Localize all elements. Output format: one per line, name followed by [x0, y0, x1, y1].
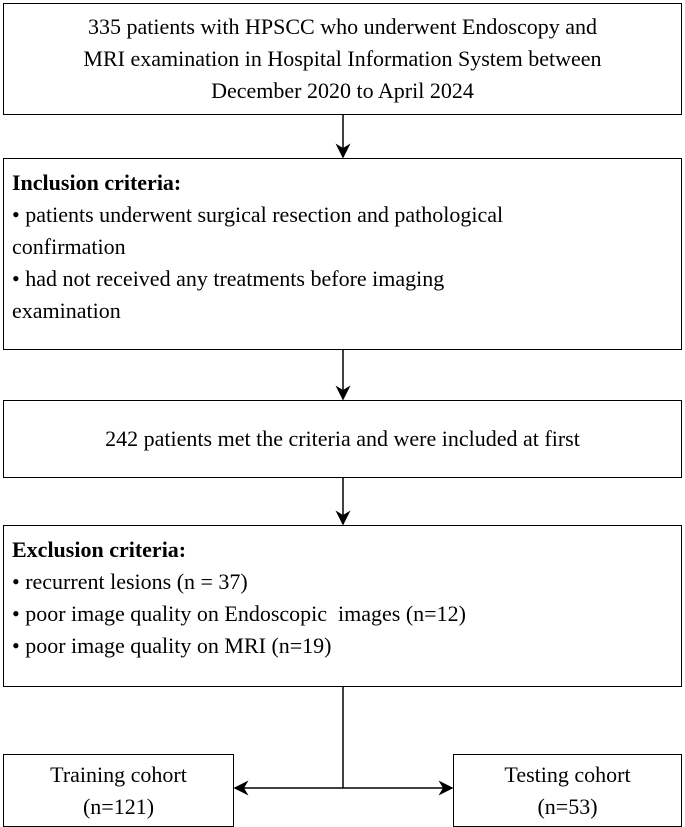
- included-text: 242 patients met the criteria and were included at first: [105, 426, 580, 451]
- inclusion-title: Inclusion criteria:: [12, 170, 182, 195]
- box1-line: MRI examination in Hospital Information System between: [83, 46, 602, 71]
- inclusion-criteria-box: [3, 158, 682, 350]
- training-cohort-box: [3, 754, 234, 827]
- exclusion-title: Exclusion criteria:: [12, 537, 187, 562]
- inclusion-item: confirmation: [12, 234, 126, 259]
- inclusion-item: examination: [12, 298, 121, 323]
- box1-line: December 2020 to April 2024: [211, 78, 474, 103]
- testing-cohort-box: [453, 754, 682, 827]
- source-population-box: [3, 3, 682, 115]
- exclusion-item: • recurrent lesions (n = 37): [12, 569, 248, 594]
- box1-line: 335 patients with HPSCC who underwent Endoscopy and: [87, 14, 598, 39]
- testing-n: (n=53): [537, 793, 598, 819]
- training-n: (n=121): [82, 793, 155, 819]
- inclusion-item: • had not received any treatments before imaging: [12, 266, 445, 291]
- inclusion-item: • patients underwent surgical resection and pathological: [12, 202, 504, 227]
- training-label: Training cohort: [50, 761, 187, 787]
- exclusion-item: • poor image quality on MRI (n=19): [12, 633, 332, 658]
- testing-label: Testing cohort: [504, 761, 631, 787]
- included-box: [3, 400, 682, 478]
- exclusion-item: • poor image quality on Endoscopic images (n=12): [12, 601, 466, 626]
- exclusion-criteria-box: [3, 525, 682, 687]
